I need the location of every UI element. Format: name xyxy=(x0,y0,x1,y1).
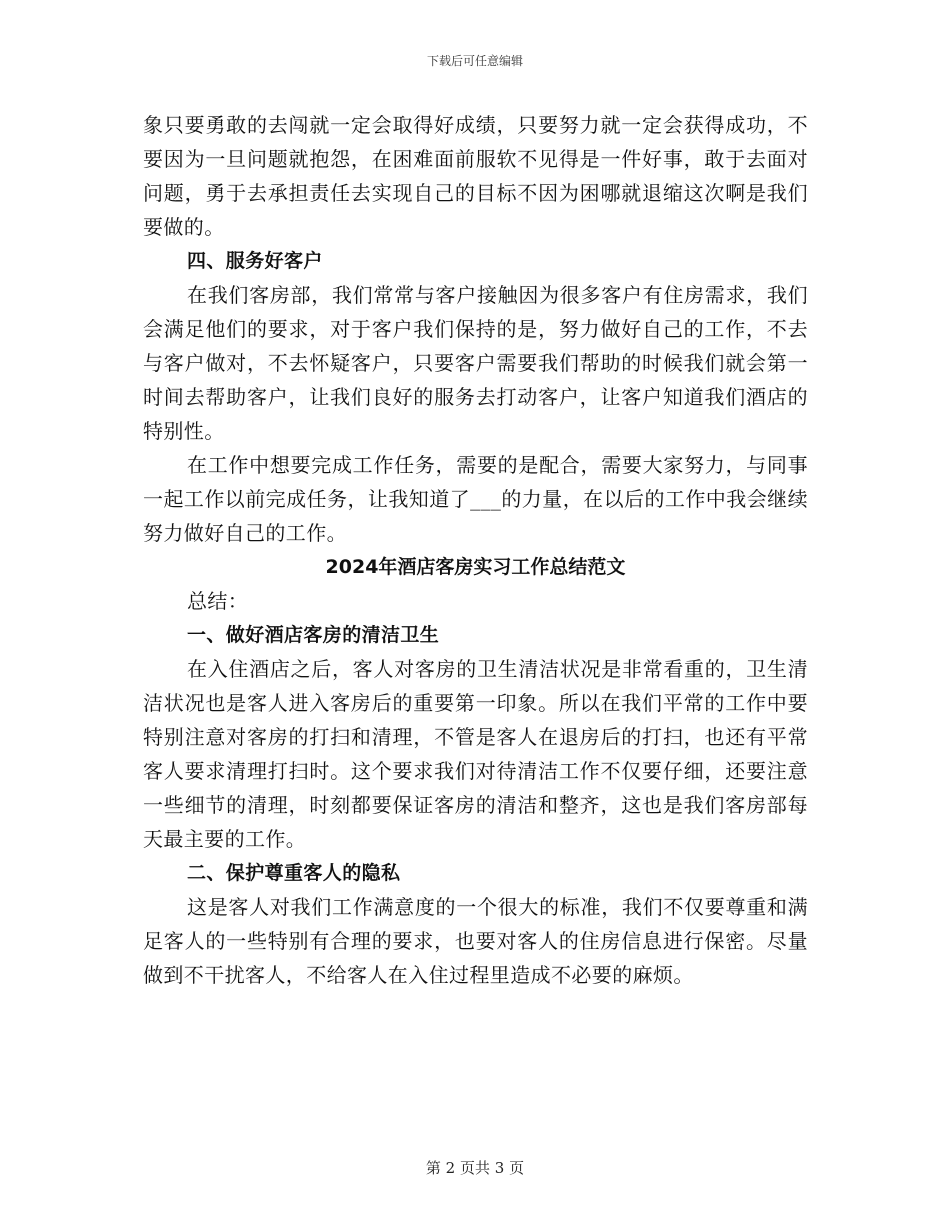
section-heading-1: 一、做好酒店客房的清洁卫生 xyxy=(187,624,440,646)
paragraph-privacy: 这是客人对我们工作满意度的一个很大的标准，我们不仅要尊重和满足客人的一些特别有合理的要求，也要对客人的住房信息进行保密。尽量做到不干扰客人，不给客人在入住过程里造成不必要的麻烦。 xyxy=(143,895,808,987)
page-header: 下载后可任意编辑 xyxy=(426,54,523,68)
document-title: 2024年酒店客房实习工作总结范文 xyxy=(325,556,626,578)
paragraph-cleaning: 在入住酒店之后，客人对客房的卫生清洁状况是非常看重的，卫生清洁状况也是客人进入客房后的重要第一印象。所以在我们平常的工作中要特别注意对客房的打扫和清理，不管是客人在退房后的打扫，也还有平常客人要求清理打扫时。这个要求我们对待清洁工作不仅要仔细，还要注意一些细节的清理，时刻都要保证客房的清洁和整齐，这也是我们客房部每天最主要的工作。 xyxy=(143,657,808,851)
section-heading-4: 四、服务好客户 xyxy=(187,250,323,272)
paragraph-continued: 象只要勇敢的去闯就一定会取得好成绩，只要努力就一定会获得成功，不要因为一旦问题就抱怨，在困难面前服软不见得是一件好事，敢于去面对问题，勇于去承担责任去实现自己的目标不因为困哪就退缩这次啊是我们要做的。 xyxy=(143,113,808,239)
paragraph-customer-service: 在我们客房部，我们常常与客户接触因为很多客户有住房需求，我们会满足他们的要求，对于客户我们保持的是，努力做好自己的工作，不去与客户做对，不去怀疑客户，只要客户需要我们帮助的时候我们就会第一时间去帮助客户，让我们良好的服务去打动客户，让客户知道我们酒店的特别性。 xyxy=(143,283,808,443)
paragraph-teamwork: 在工作中想要完成工作任务，需要的是配合，需要大家努力，与同事一起工作以前完成任务，让我知道了___的力量，在以后的工作中我会继续努力做好自己的工作。 xyxy=(143,453,808,545)
document-body xyxy=(143,108,808,992)
page-footer: 第 2 页共 3 页 xyxy=(425,1159,525,1177)
section-heading-2: 二、保护尊重客人的隐私 xyxy=(187,862,401,884)
paragraph-summary-label: 总结： xyxy=(187,589,249,613)
